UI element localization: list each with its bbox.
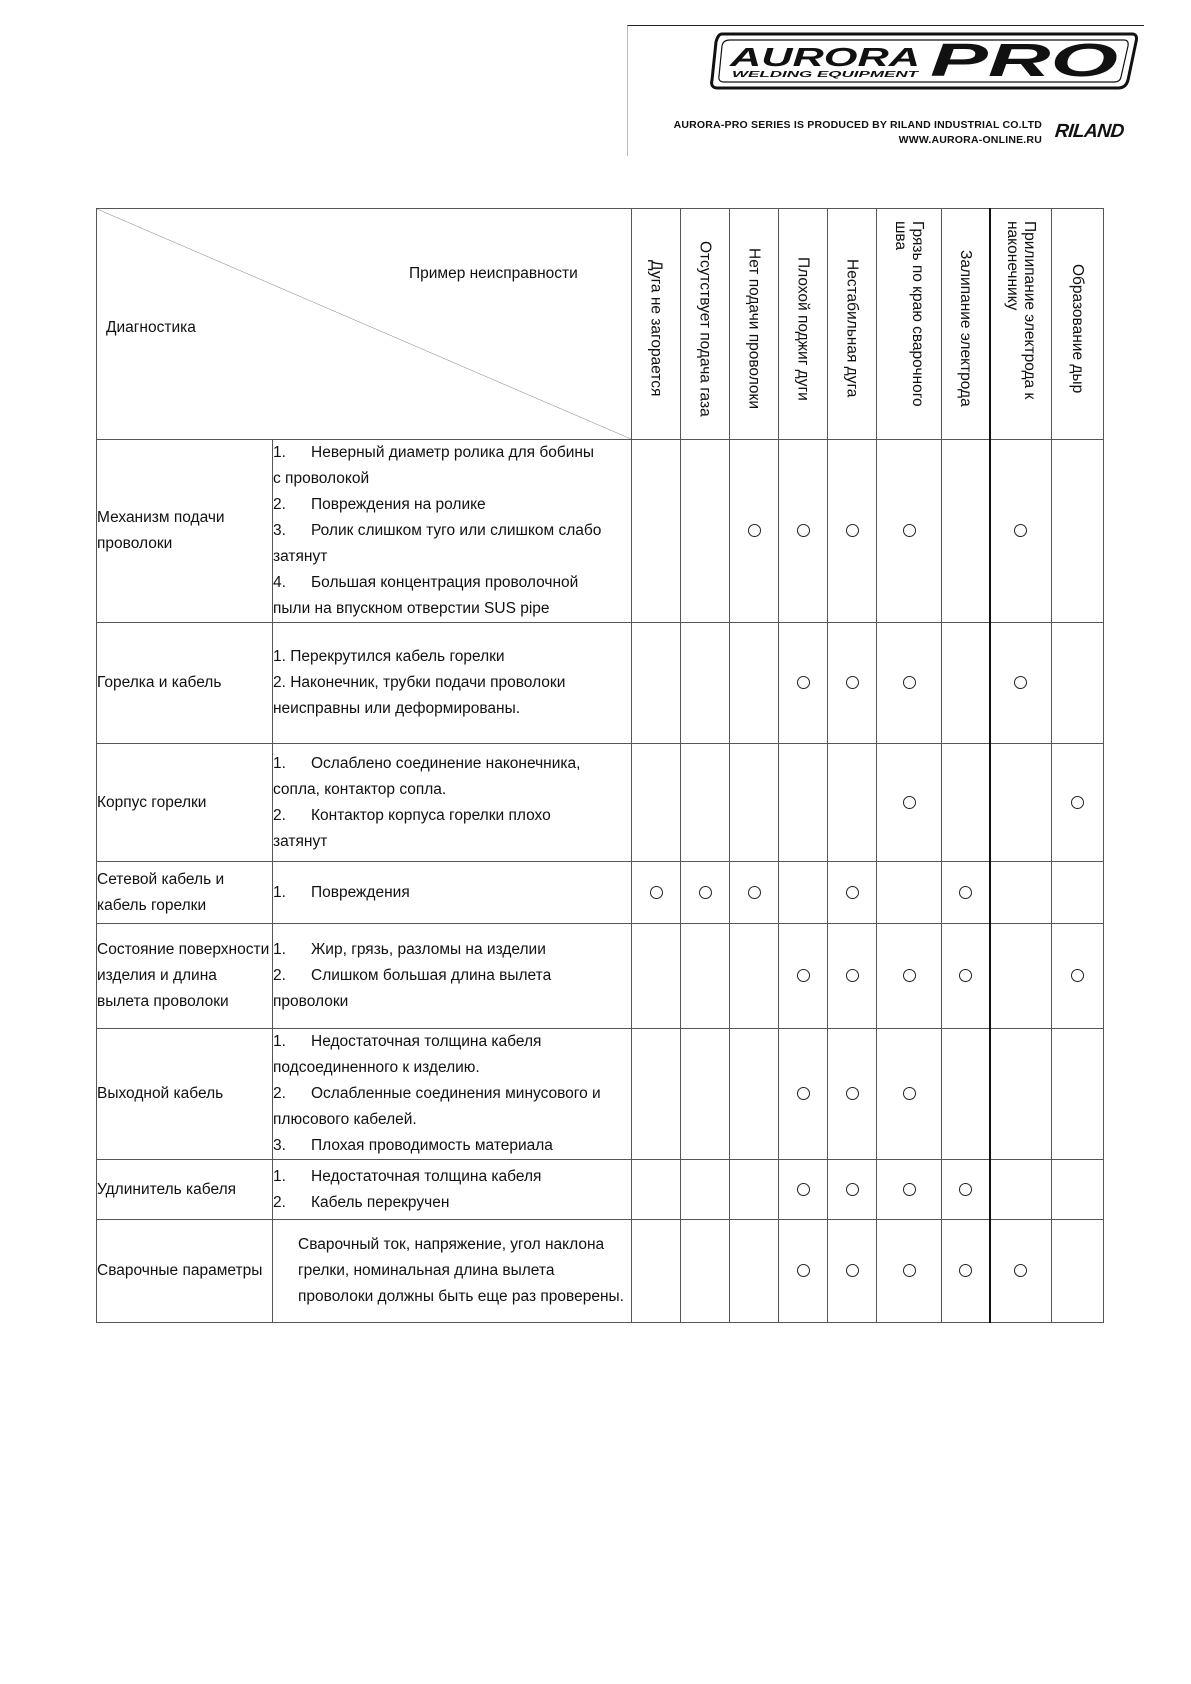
description-list-item [273,751,631,777]
circle-mark-icon [650,886,663,899]
aurora-pro-logo [708,28,1138,94]
symptom-cell [779,744,828,862]
list-item-continuation: подсоединенного к изделию. [273,1059,480,1076]
diagnostic-description [273,862,632,924]
list-item-continuation: затянут [273,548,328,565]
list-item-number: 2. [273,1193,286,1211]
diagnostic-description [273,924,632,1029]
diagnostic-category: Механизм подачи проволоки [97,440,273,623]
list-item-number: 1. [273,754,286,772]
symptom-cell [1052,924,1104,1029]
list-item-text: Кабель перекручен [311,1193,450,1211]
logo-aurora-text: AURORA [728,42,920,72]
description-list-item [273,518,631,544]
list-item-number: 1. [273,444,286,461]
circle-mark-icon [846,524,859,537]
symptom-cell [730,440,779,623]
diagnostic-category: Сетевой кабель и кабель горелки [97,862,273,924]
circle-mark-icon [797,1183,810,1196]
circle-mark-icon [748,886,761,899]
symptom-cell [942,862,990,924]
description-list-item [273,963,631,989]
list-item-number: 1. [273,1167,286,1185]
symptom-label: Отсутствует подача газа [696,240,714,417]
description-list-item [273,440,631,466]
symptom-label: Дуга не загорается [647,260,665,397]
diagonal-corner-cell [97,209,632,440]
table-row [97,862,1104,924]
circle-mark-icon [797,676,810,689]
circle-mark-icon [1071,969,1084,982]
symptom-cell [1052,1220,1104,1323]
symptom-header [681,209,730,440]
symptom-label: Прилипание электрода к наконечнику [1003,221,1038,400]
list-item-text: Ролик слишком туго или слишком слабо [311,522,602,539]
description-list-item [273,1133,631,1159]
list-item-number: 2. [273,1085,286,1102]
symptom-cell [632,862,681,924]
description-line: 2. Наконечник, трубки подачи проволоки [273,674,566,691]
circle-mark-icon [903,969,916,982]
list-item-text: Неверный диаметр ролика для бобины [311,444,595,461]
symptom-cell [828,1029,877,1160]
symptom-cell [730,924,779,1029]
logo-subtitle-text: WELDING EQUIPMENT [732,70,921,79]
circle-mark-icon [699,886,712,899]
symptom-label: Грязь по краю сварочного шва [892,221,926,407]
symptom-header [1052,209,1104,440]
table-row [97,440,1104,623]
symptom-cell [779,623,828,744]
diagnostic-description [273,440,632,623]
symptom-cell [990,862,1052,924]
list-item-continuation: сопла, контактор сопла. [273,780,447,798]
logo-pro-text: PRO [930,34,1119,86]
list-item-number: 1. [273,883,286,901]
symptom-cell [632,744,681,862]
description-paragraph: Сварочный ток, напряжение, угол наклона грелки, номинальная длина вылета проволоки должны быть еще раз проверены. [298,1236,624,1305]
symptom-label: Нет подачи проволоки [745,248,763,409]
symptom-cell [681,862,730,924]
symptom-cell [681,440,730,623]
circle-mark-icon [903,1087,916,1100]
symptom-cell [1052,744,1104,862]
symptom-cell [779,1160,828,1220]
list-item-text: Ослаблено соединение наконечника, [311,754,581,772]
description-line: неисправны или деформированы. [273,700,521,717]
symptom-cell [632,924,681,1029]
corner-diagnostics-label: Диагностика [106,319,196,336]
circle-mark-icon [959,1183,972,1196]
symptom-cell [877,1160,942,1220]
list-item-text: Большая концентрация проволочной [311,574,579,591]
symptom-cell [942,1029,990,1160]
list-item-number: 1. [273,941,286,958]
symptom-cell [632,1029,681,1160]
symptom-cell [828,744,877,862]
symptom-cell [730,623,779,744]
symptom-cell [632,1220,681,1323]
list-item-number: 4. [273,574,286,591]
symptom-cell [828,862,877,924]
symptom-cell [877,862,942,924]
diagnostic-description [273,623,632,744]
diagnostic-category: Состояние поверхности изделия и длина вылета проволоки [97,924,273,1029]
list-item-text: Слишком большая длина вылета [311,967,552,984]
diagnostic-description [273,1029,632,1160]
symptom-cell [730,862,779,924]
description-list-item [273,1081,631,1107]
table-row [97,1160,1104,1220]
list-item-number: 3. [273,522,286,539]
circle-mark-icon [959,969,972,982]
circle-mark-icon [797,1087,810,1100]
list-item-number: 1. [273,1033,286,1050]
circle-mark-icon [903,796,916,809]
symptom-cell [828,440,877,623]
corner-fault-label: Пример неисправности [409,265,578,282]
diagnostic-category: Сварочные параметры [97,1220,273,1323]
list-item-continuation: затянут [273,832,328,850]
symptom-cell [990,1220,1052,1323]
circle-mark-icon [797,524,810,537]
list-item-number: 2. [273,967,286,984]
symptom-cell [877,623,942,744]
symptom-cell [990,924,1052,1029]
description-list-item [273,570,631,596]
circle-mark-icon [846,676,859,689]
riland-logo: RILAND [1053,121,1125,142]
list-item-number: 2. [273,496,286,513]
circle-mark-icon [959,886,972,899]
symptom-cell [942,440,990,623]
circle-mark-icon [959,1264,972,1277]
description-list-item [273,1029,631,1055]
symptom-label: Нестабильная дуга [843,259,861,398]
symptom-cell [990,623,1052,744]
circle-mark-icon [903,676,916,689]
circle-mark-icon [797,969,810,982]
produced-by-block [632,118,1042,148]
symptom-label: Плохой поджиг дуги [794,256,812,401]
symptom-cell [990,440,1052,623]
table-header-row [97,209,1104,440]
symptom-cell [681,1160,730,1220]
table-row [97,623,1104,744]
symptom-cell [942,1220,990,1323]
diagnostic-category: Выходной кабель [97,1029,273,1160]
symptom-cell [681,744,730,862]
list-item-text: Недостаточная толщина кабеля [311,1167,542,1185]
symptom-cell [877,924,942,1029]
description-list-item [273,880,631,906]
diagnostic-category: Горелка и кабель [97,623,273,744]
website-text: WWW.AURORA-ONLINE.RU [898,134,1042,146]
diagnostic-description [273,1160,632,1220]
symptom-header [942,209,990,440]
circle-mark-icon [1014,1264,1027,1277]
symptom-label: Залипание электрода [956,250,974,407]
symptom-cell [1052,862,1104,924]
list-item-text: Ослабленные соединения минусового и [311,1085,601,1102]
table-row [97,1029,1104,1160]
symptom-header [990,209,1052,440]
circle-mark-icon [748,524,761,537]
circle-mark-icon [846,969,859,982]
description-line: 1. Перекрутился кабель горелки [273,648,505,665]
symptom-cell [942,924,990,1029]
symptom-cell [730,744,779,862]
circle-mark-icon [846,1087,859,1100]
circle-mark-icon [846,886,859,899]
circle-mark-icon [903,524,916,537]
list-item-continuation: плюсового кабелей. [273,1111,417,1128]
diagnostic-description [273,744,632,862]
symptom-cell [942,623,990,744]
symptom-cell [681,623,730,744]
description-list-item [273,492,631,518]
symptom-cell [828,623,877,744]
list-item-continuation: с проволокой [273,470,370,487]
description-list-item [273,1190,631,1216]
symptom-cell [990,1029,1052,1160]
circle-mark-icon [846,1264,859,1277]
table-row [97,924,1104,1029]
list-item-text: Плохая проводимость материала [311,1137,553,1154]
list-item-text: Жир, грязь, разломы на изделии [311,941,546,958]
diagnostic-description [273,1220,632,1323]
symptom-cell [828,1160,877,1220]
symptom-cell [730,1160,779,1220]
symptom-cell [779,924,828,1029]
symptom-cell [990,1160,1052,1220]
list-item-text: Контактор корпуса горелки плохо [311,806,551,824]
symptom-cell [632,440,681,623]
symptom-cell [730,1029,779,1160]
symptom-cell [681,924,730,1029]
symptom-cell [1052,440,1104,623]
symptom-cell [877,1029,942,1160]
symptom-cell [632,1160,681,1220]
symptom-cell [779,1220,828,1323]
description-list-item [273,803,631,829]
symptom-cell [877,1220,942,1323]
circle-mark-icon [903,1264,916,1277]
list-item-text: Недостаточная толщина кабеля [311,1033,542,1050]
symptom-label: Образование дыр [1069,263,1086,394]
symptom-header [779,209,828,440]
circle-mark-icon [846,1183,859,1196]
circle-mark-icon [903,1183,916,1196]
symptom-header [632,209,681,440]
circle-mark-icon [1014,676,1027,689]
table-row [97,744,1104,862]
diagnostic-category: Удлинитель кабеля [97,1160,273,1220]
table-row [97,1220,1104,1323]
diagnostic-category: Корпус горелки [97,744,273,862]
symptom-cell [681,1029,730,1160]
produced-by-text: AURORA-PRO SERIES IS PRODUCED BY RILAND INDUSTRIAL CO.LTD [673,119,1042,131]
symptom-cell [632,623,681,744]
list-item-text: Повреждения на ролике [311,496,486,513]
list-item-text: Повреждения [311,883,410,901]
symptom-header [730,209,779,440]
symptom-cell [779,1029,828,1160]
symptom-cell [1052,623,1104,744]
description-list-item [273,1164,631,1190]
symptom-cell [990,744,1052,862]
list-item-number: 2. [273,806,286,824]
circle-mark-icon [797,1264,810,1277]
symptom-cell [828,924,877,1029]
symptom-cell [1052,1029,1104,1160]
symptom-cell [877,744,942,862]
circle-mark-icon [1071,796,1084,809]
diagnostics-table [96,208,1104,1323]
symptom-cell [877,440,942,623]
description-list-item [273,937,631,963]
symptom-cell [779,440,828,623]
symptom-cell [942,1160,990,1220]
list-item-continuation: проволоки [273,993,349,1010]
circle-mark-icon [1014,524,1027,537]
list-item-number: 3. [273,1137,286,1154]
symptom-header [877,209,942,440]
symptom-cell [681,1220,730,1323]
symptom-cell [779,862,828,924]
symptom-header [828,209,877,440]
symptom-cell [942,744,990,862]
symptom-cell [1052,1160,1104,1220]
list-item-continuation: пыли на впускном отверстии SUS pipe [273,600,550,617]
symptom-cell [730,1220,779,1323]
symptom-cell [828,1220,877,1323]
